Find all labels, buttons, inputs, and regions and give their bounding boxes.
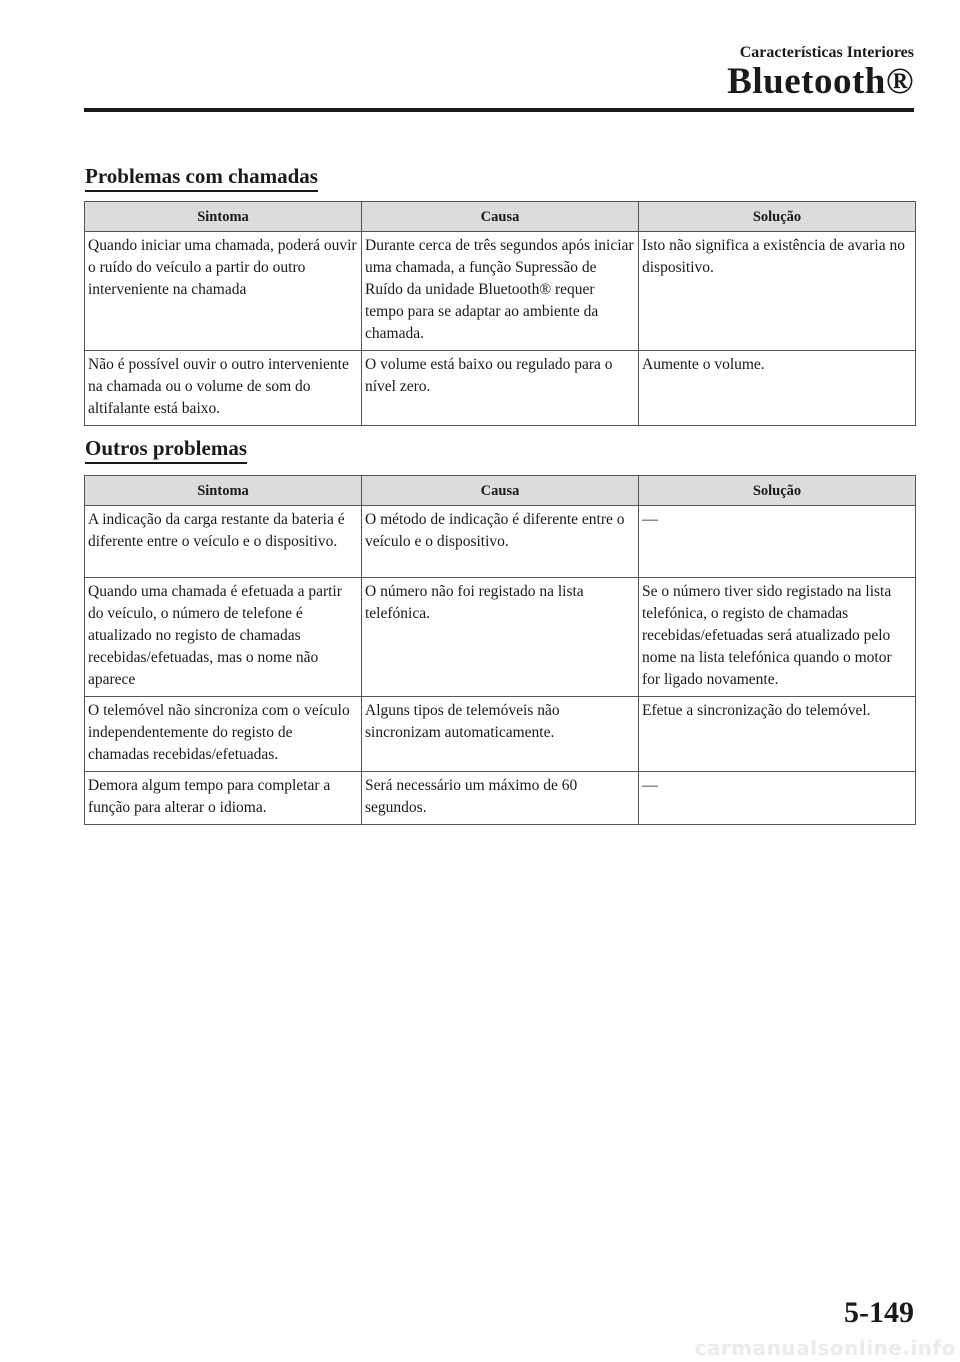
cell-solucao: Aumente o volume. xyxy=(639,351,916,426)
cell-solucao: — xyxy=(639,506,916,578)
table-row xyxy=(85,772,916,825)
cell-sintoma: Quando uma chamada é efetuada a partir do veículo, o número de telefone é atualizado no registo de chamadas recebidas/efetuadas, mas o nome não aparece xyxy=(85,578,362,697)
column-header-causa: Causa xyxy=(362,476,639,506)
cell-solucao: Isto não significa a existência de avaria no dispositivo. xyxy=(639,232,916,351)
call-problems-table xyxy=(84,201,916,426)
cell-sintoma: Quando iniciar uma chamada, poderá ouvir o ruído do veículo a partir do outro interveniente na chamada xyxy=(85,232,362,351)
section-heading-other-problems: Outros problemas xyxy=(85,438,247,464)
cell-solucao: Efetue a sincronização do telemóvel. xyxy=(639,697,916,772)
cell-causa: O número não foi registado na lista telefónica. xyxy=(362,578,639,697)
cell-sintoma: O telemóvel não sincroniza com o veículo independentemente do registo de chamadas recebidas/efetuadas. xyxy=(85,697,362,772)
table-row xyxy=(85,697,916,772)
cell-sintoma: Não é possível ouvir o outro interveniente na chamada ou o volume de som do altifalante está baixo. xyxy=(85,351,362,426)
column-header-solucao: Solução xyxy=(639,202,916,232)
table-row xyxy=(85,351,916,426)
table-header-row xyxy=(85,476,916,506)
header-rule xyxy=(84,108,914,112)
cell-sintoma: Demora algum tempo para completar a função para alterar o idioma. xyxy=(85,772,362,825)
cell-solucao: Se o número tiver sido registado na lista telefónica, o registo de chamadas recebidas/efetuadas será atualizado pelo nome na lista telefónica quando o motor for ligado novamente. xyxy=(639,578,916,697)
table-row xyxy=(85,506,916,578)
cell-causa: Alguns tipos de telemóveis não sincronizam automaticamente. xyxy=(362,697,639,772)
table-row xyxy=(85,232,916,351)
watermark: carmanualsonline.info xyxy=(694,1336,956,1360)
cell-sintoma: A indicação da carga restante da bateria é diferente entre o veículo e o dispositivo. xyxy=(85,506,362,578)
column-header-causa: Causa xyxy=(362,202,639,232)
cell-causa: O volume está baixo ou regulado para o nível zero. xyxy=(362,351,639,426)
table-header-row xyxy=(85,202,916,232)
column-header-sintoma: Sintoma xyxy=(85,476,362,506)
running-head: Características Interiores xyxy=(739,44,914,61)
table-row xyxy=(85,578,916,697)
cell-causa: O método de indicação é diferente entre o veículo e o dispositivo. xyxy=(362,506,639,578)
section-heading-call-problems: Problemas com chamadas xyxy=(85,166,318,192)
chapter-title: Bluetooth® xyxy=(727,61,914,102)
column-header-sintoma: Sintoma xyxy=(85,202,362,232)
cell-causa: Será necessário um máximo de 60 segundos. xyxy=(362,772,639,825)
column-header-solucao: Solução xyxy=(639,476,916,506)
cell-causa: Durante cerca de três segundos após iniciar uma chamada, a função Supressão de Ruído da unidade Bluetooth® requer tempo para se adaptar ao ambiente da chamada. xyxy=(362,232,639,351)
other-problems-table xyxy=(84,475,916,825)
page-number: 5-149 xyxy=(844,1296,914,1329)
cell-solucao: — xyxy=(639,772,916,825)
